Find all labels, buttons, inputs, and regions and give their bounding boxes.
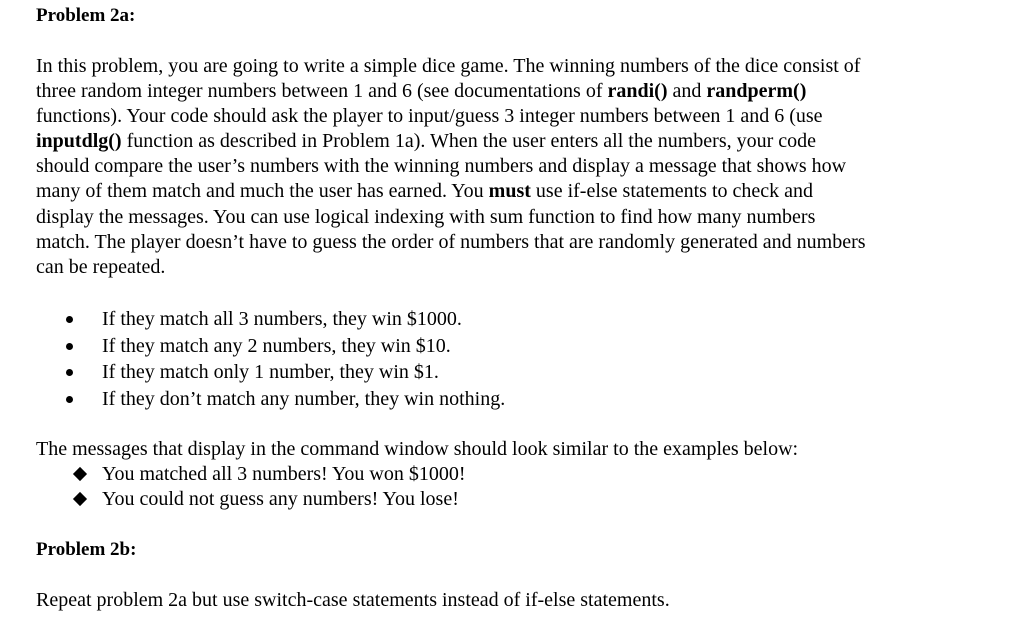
diamond-bullet-icon — [73, 492, 87, 506]
problem-2b-description — [36, 588, 996, 613]
prize-rule-text: If they match only 1 number, they win $1. — [102, 361, 439, 384]
description-line — [36, 179, 996, 204]
description-line: functions). Your code should ask the player to input/guess 3 integer numbers between 1 and 6 (use — [36, 105, 823, 128]
description-line: In this problem, you are going to write a simple dice game. The winning numbers of the dice consist of — [36, 55, 861, 77]
prize-rule-text: If they don’t match any number, they win nothing. — [102, 388, 506, 411]
description-text: many of them match and much the user has earned. You — [36, 180, 489, 203]
description-line — [36, 129, 996, 154]
description-text: and — [667, 80, 707, 103]
diamond-bullet-icon — [73, 467, 87, 481]
randi-function-name: randi() — [607, 80, 668, 103]
problem-2a-heading: Problem 2a: — [36, 5, 136, 26]
bullet-icon — [66, 343, 73, 350]
bullet-icon — [66, 369, 73, 376]
example-message-text: You could not guess any numbers! You lose! — [102, 488, 459, 510]
prize-rule-text: If they match any 2 numbers, they win $10. — [102, 334, 451, 357]
prize-rule-text: If they match all 3 numbers, they win $1000. — [102, 308, 462, 330]
bullet-icon — [66, 316, 73, 323]
description-line: display the messages. You can use logical indexing with sum function to find how many numbers — [36, 205, 816, 228]
messages-intro — [36, 437, 996, 462]
problem-2a-description — [36, 54, 996, 280]
bullet-icon — [66, 396, 73, 403]
description-text: use if-else statements to check and — [530, 180, 814, 203]
problem-2b-text: Repeat problem 2a but use switch-case statements instead of if-else statements. — [36, 589, 670, 611]
description-text: function as described in Problem 1a). When the user enters all the numbers, your code — [121, 130, 817, 153]
example-message-text: You matched all 3 numbers! You won $1000! — [102, 463, 466, 485]
must-emphasis: must — [488, 180, 531, 203]
description-line: should compare the user’s numbers with the winning numbers and display a message that shows how — [36, 155, 847, 178]
description-text: three random integer numbers between 1 and 6 (see documentations of — [36, 80, 608, 103]
randperm-function-name: randperm() — [706, 80, 807, 103]
problem-2b-heading: Problem 2b: — [36, 539, 137, 560]
messages-intro-text: The messages that display in the command window should look similar to the examples below: — [36, 438, 799, 460]
description-line: match. The player doesn’t have to guess the order of numbers that are randomly generated and numbers — [36, 230, 866, 253]
description-line: can be repeated. — [36, 255, 166, 278]
inputdlg-function-name: inputdlg() — [36, 130, 122, 153]
description-line — [36, 79, 996, 104]
